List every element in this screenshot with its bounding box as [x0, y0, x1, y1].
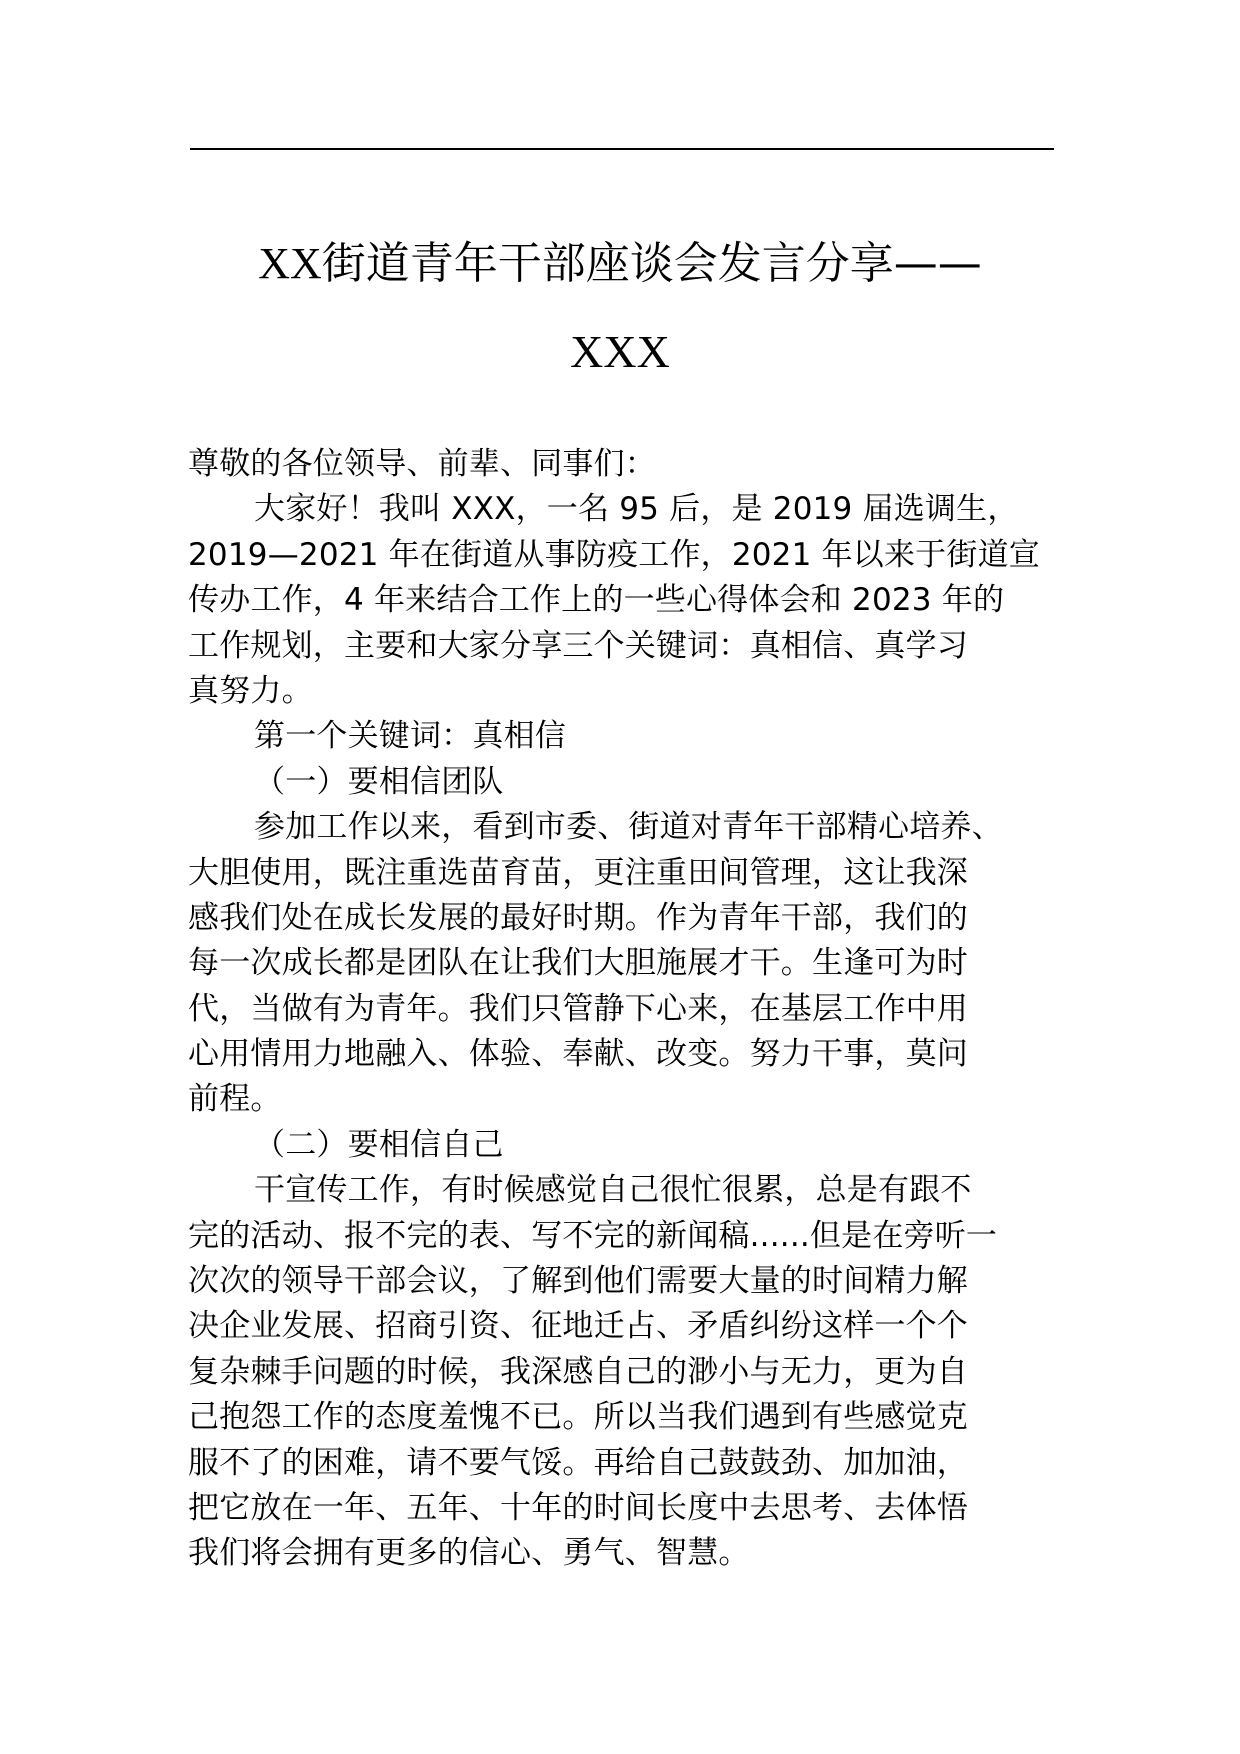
paragraph-line: 完的活动、报不完的表、写不完的新闻稿......但是在旁听一 — [188, 1217, 998, 1254]
document-title-line-1 — [150, 238, 1090, 290]
paragraph-line: 复杂棘手问题的时候，我深感自己的渺小与无力，更为自 — [188, 1353, 968, 1390]
paragraph-line: 服不了的困难，请不要气馁。再给自己鼓鼓劲、加加油， — [188, 1444, 968, 1481]
paragraph-line: 2019—2021 年在街道从事防疫工作，2021 年以来于街道宣 — [188, 536, 1040, 573]
paragraph-line: 工作规划，主要和大家分享三个关键词：真相信、真学习 — [188, 627, 968, 664]
paragraph-line: 大胆使用，既注重选苗育苗，更注重田间管理，这让我深 — [188, 854, 968, 891]
paragraph-line: 己抱怨工作的态度羞愧不已。所以当我们遇到有些感觉克 — [188, 1399, 968, 1436]
title-text: 街道青年干部座谈会发言分享—— — [321, 238, 982, 289]
title-prefix: XX — [258, 239, 322, 288]
paragraph-line: 干宣传工作，有时候感觉自己很忙很累，总是有跟不 — [254, 1172, 972, 1209]
header-rule — [190, 148, 1054, 150]
paragraph-line: 参加工作以来，看到市委、街道对青年干部精心培养、 — [254, 809, 1003, 846]
paragraph-line: 代，当做有为青年。我们只管静下心来，在基层工作中用 — [188, 990, 968, 1027]
paragraph-line: 心用情用力地融入、体验、奉献、改变。努力干事，莫问 — [188, 1036, 968, 1073]
salutation: 尊敬的各位领导、前辈、同事们： — [188, 446, 656, 482]
subsection-heading: （一）要相信团队 — [254, 763, 504, 800]
paragraph-line: 大家好！我叫 XXX，一名 95 后，是 2019 届选调生， — [254, 491, 1019, 528]
paragraph-line: 把它放在一年、五年、十年的时间长度中去思考、去体悟 — [188, 1489, 968, 1526]
subsection-heading: （二）要相信自己 — [254, 1126, 504, 1163]
paragraph-line: 传办工作，4 年来结合工作上的一些心得体会和 2023 年的 — [188, 582, 1005, 619]
document-title-line-2: XXX — [570, 326, 670, 377]
paragraph-line: 每一次成长都是团队在让我们大胆施展才干。生逢可为时 — [188, 945, 968, 982]
paragraph-line: 决企业发展、招商引资、征地迁占、矛盾纠纷这样一个个 — [188, 1308, 968, 1345]
section-heading: 第一个关键词：真相信 — [254, 718, 566, 755]
paragraph-line: 感我们处在成长发展的最好时期。作为青年干部，我们的 — [188, 899, 968, 936]
document-body — [188, 442, 1088, 1577]
paragraph-line: 我们将会拥有更多的信心、勇气、智慧。 — [188, 1535, 750, 1572]
paragraph-line: 前程。 — [188, 1081, 282, 1118]
paragraph-line: 真努力。 — [188, 672, 313, 709]
paragraph-line: 次次的领导干部会议，了解到他们需要大量的时间精力解 — [188, 1263, 968, 1300]
